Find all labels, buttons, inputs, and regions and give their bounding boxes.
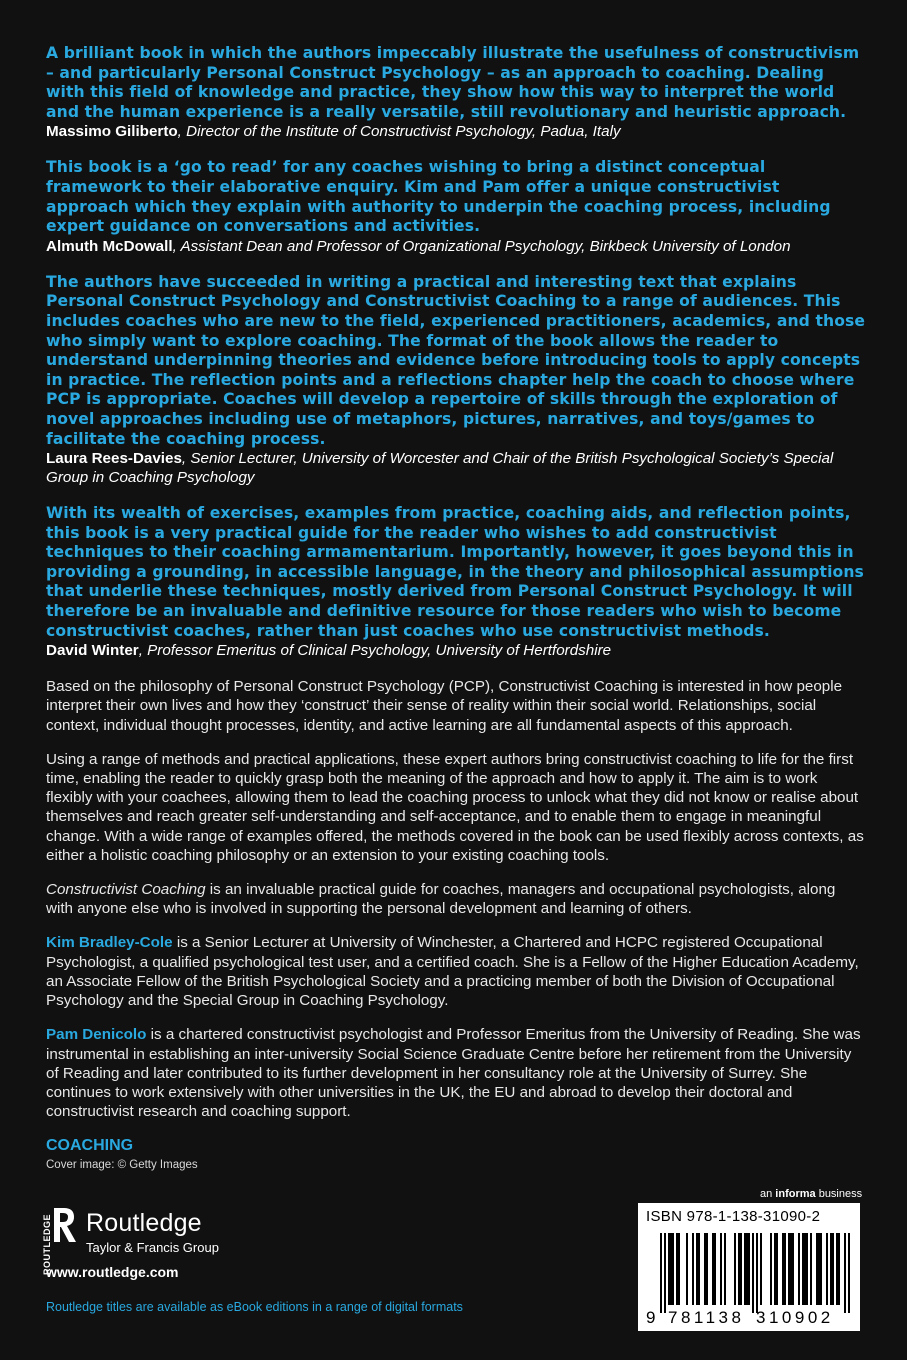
- endorsement-4: [46, 504, 866, 660]
- barcode-bar: [678, 1233, 680, 1305]
- barcode-bar: [672, 1233, 674, 1305]
- endorsement-attribution: [46, 641, 866, 660]
- routledge-r-glyph: [52, 1206, 86, 1252]
- barcode-bar: [752, 1233, 754, 1313]
- back-cover-text: [46, 44, 866, 1171]
- barcode-bar: [774, 1233, 776, 1305]
- endorser-role: , Senior Lecturer, University of Worcester and Chair of the British Psychological Society’s Special Group in Coaching Psychology: [46, 450, 834, 487]
- barcode-bar: [734, 1233, 736, 1305]
- barcode-digits-left: 781138: [668, 1308, 745, 1327]
- author-name: Pam Denicolo: [46, 1026, 147, 1044]
- barcode-bar: [720, 1233, 722, 1305]
- barcode-graphic: [644, 1231, 854, 1327]
- barcode-bar: [810, 1233, 812, 1305]
- barcode-bar: [706, 1233, 708, 1305]
- description-text: is an invaluable practical guide for coaches, managers and occupational psychologists, along with anyone else who is involved in supporting the personal development and learning of others.: [46, 881, 836, 918]
- barcode-bar: [712, 1233, 714, 1305]
- barcode-bar: [692, 1233, 694, 1305]
- endorser-name: Massimo Giliberto: [46, 123, 178, 141]
- endorsement-2: [46, 158, 866, 255]
- barcode-bar: [704, 1233, 706, 1305]
- barcode-bar: [696, 1233, 698, 1305]
- endorsement-3: [46, 273, 866, 487]
- barcode-bar: [806, 1233, 808, 1305]
- barcode-bar: [724, 1233, 726, 1305]
- routledge-r-icon: [40, 1206, 74, 1276]
- barcode-bar: [660, 1233, 662, 1313]
- author-bio: [46, 933, 866, 1010]
- barcode-bar: [820, 1233, 822, 1305]
- endorsement-attribution: [46, 449, 866, 487]
- barcode-bar: [714, 1233, 716, 1305]
- informa-brand: informa: [775, 1188, 816, 1200]
- endorsement-quote: With its wealth of exercises, examples from practice, coaching aids, and reflection points, this book is a very practical guide for the reader who wishes to add constructivist techniques to their coaching armamentarium. Importantly, however, it goes beyond this in providing a grounding, in accessible language, in the theory and philosophical assumptions that underlie these techniques, mostly derived from Personal Construct Psychology. It will therefore be an invaluable and definitive resource for those readers who wish to become constructivist coaches, rather than just coaches who use constructivist methods.: [46, 504, 864, 640]
- barcode-bar: [740, 1233, 742, 1305]
- endorsement-attribution: [46, 237, 866, 256]
- isbn-label: ISBN 978-1-138-31090-2: [646, 1208, 821, 1225]
- publisher-url[interactable]: www.routledge.com: [46, 1264, 179, 1280]
- barcode-bar: [804, 1233, 806, 1305]
- cover-credit: Cover image: © Getty Images: [46, 1159, 198, 1172]
- endorsement-1: [46, 44, 866, 141]
- barcode-bar: [826, 1233, 828, 1305]
- endorser-name: David Winter: [46, 642, 139, 660]
- publisher-group: Taylor & Francis Group: [86, 1240, 219, 1255]
- barcode-bar: [838, 1233, 840, 1305]
- barcode-digit-first: 9: [646, 1308, 656, 1327]
- description-paragraph: [46, 880, 866, 918]
- description-paragraph: Using a range of methods and practical applications, these expert authors bring constructivist coaching to life for the first time, enabling the reader to quickly grasp both the meaning of the approach and how to apply it. The aim is to work flexibly with your coachees, allowing them to lead the coaching process to unlock what they did not know or realise about themselves and reach greater self-understanding and self-acceptance, and to enable them to engage in meaningful change. With a wide range of examples offered, the methods covered in the book can be used flexibly across contexts, as either a holistic coaching philosophy or an extension to your existing coaching tools.: [46, 750, 864, 864]
- barcode-bar: [816, 1233, 818, 1305]
- endorsement-quote: This book is a ‘go to read’ for any coaches wishing to bring a distinct conceptual framework to their elaborative enquiry. Kim and Pam offer a unique constructivist approach which they explain with authority to underpin the coaching process, including expert guidance on conversations and activities.: [46, 158, 831, 236]
- barcode-bar: [760, 1233, 762, 1305]
- barcode-bar: [798, 1233, 800, 1305]
- endorsement-quote: The authors have succeeded in writing a practical and interesting text that explains Personal Construct Psychology and Constructivist Coaching to a range of audiences. This includes coaches who are new to the field, experienced practitioners, academics, and those who simply want to explore coaching. The format of the book allows the reader to understand underpinning theories and evidence before introducing tools to apply concepts in practice. The reflection points and a reflections chapter help the coach to choose where PCP is appropriate. Coaches will develop a repertoire of skills through the exploration of novel approaches including use of metaphors, pictures, narratives, and toys/games to facilitate the coaching process.: [46, 272, 866, 448]
- barcode-bar: [802, 1233, 804, 1305]
- barcode-bar: [790, 1233, 792, 1305]
- barcode-bar: [748, 1233, 750, 1305]
- barcode-bar: [848, 1233, 850, 1313]
- barcode-bar: [738, 1233, 740, 1305]
- barcode-bar: [784, 1233, 786, 1305]
- barcode-bar: [686, 1233, 688, 1305]
- barcode-bar: [818, 1233, 820, 1305]
- author-bio-text: is a chartered constructivist psychologist and Professor Emeritus from the University of Reading. She was instrumental in establishing an inter-university Social Science Graduate Centre before her retirement from the University of Reading and later contributed to its further development in her consultancy role at the University of Surrey. She continues to work extensively with other universities in the UK, the EU and abroad to develop their doctoral and constructivist research and coaching support.: [46, 1026, 861, 1121]
- endorsement-attribution: [46, 122, 866, 141]
- endorser-name: Laura Rees-Davies: [46, 450, 182, 468]
- barcode-bar: [830, 1233, 832, 1305]
- barcode-bar: [770, 1233, 772, 1305]
- endorser-role: , Professor Emeritus of Clinical Psychology, University of Hertfordshire: [138, 642, 612, 660]
- barcode-digits-right: 310902: [756, 1308, 834, 1327]
- barcode-bar: [744, 1233, 746, 1305]
- publisher-vertical-text: ROUTLEDGE: [42, 1214, 52, 1276]
- barcode-bars: [660, 1233, 850, 1313]
- book-title-inline: Constructivist Coaching: [46, 881, 206, 899]
- endorser-role: , Assistant Dean and Professor of Organizational Psychology, Birkbeck University of London: [172, 237, 791, 255]
- barcode-bar: [832, 1233, 834, 1305]
- barcode-bar: [756, 1233, 758, 1313]
- barcode-bar: [664, 1233, 666, 1313]
- barcode-bar: [788, 1233, 790, 1305]
- barcode-bar: [844, 1233, 846, 1313]
- isbn-barcode: [638, 1203, 860, 1331]
- barcode-bar: [698, 1233, 700, 1305]
- endorser-name: Almuth McDowall: [46, 237, 173, 255]
- endorsement-quote: A brilliant book in which the authors impeccably illustrate the usefulness of constructivism – and particularly Personal Construct Psychology – as an approach to coaching. Dealing with this field of knowledge and practice, they show how this way to interpret the world and the human experience is a really versatile, still revolutionary and heuristic approach.: [46, 44, 860, 121]
- author-name: Kim Bradley-Cole: [46, 934, 173, 952]
- description-paragraph: Based on the philosophy of Personal Construct Psychology (PCP), Constructivist Coaching is interested in how people interpret their own lives and how they ‘construct’ their sense of reality within their social world. Relationships, social context, individual thought processes, identity, and active learning are all fundamental aspects of this approach.: [46, 678, 843, 734]
- publisher-name: Routledge: [86, 1209, 202, 1237]
- barcode-bar: [776, 1233, 778, 1305]
- barcode-bar: [836, 1233, 838, 1305]
- barcode-bar: [792, 1233, 794, 1305]
- barcode-bar: [670, 1233, 672, 1305]
- barcode-bar: [746, 1233, 748, 1305]
- informa-business-line: an informa business: [760, 1188, 863, 1200]
- author-bio: [46, 1025, 866, 1121]
- ebook-note: Routledge titles are available as eBook editions in a range of digital formats: [46, 1300, 463, 1314]
- barcode-bar: [782, 1233, 784, 1305]
- barcode-bar: [676, 1233, 678, 1305]
- barcode-bar: [668, 1233, 670, 1305]
- author-bio-text: is a Senior Lecturer at University of Winchester, a Chartered and HCPC registered Occupational Psychologist, a qualified psychological test user, and a certified coach. She is a Fellow of the Higher Education Academy, an Associate Fellow of the British Psychological Society and a practicing member of both the Division of Occupational Psychology and the Special Group in Coaching Psychology.: [46, 934, 859, 1010]
- subject-category: COACHING: [46, 1137, 134, 1155]
- endorser-role: , Director of the Institute of Constructivist Psychology, Padua, Italy: [177, 123, 621, 141]
